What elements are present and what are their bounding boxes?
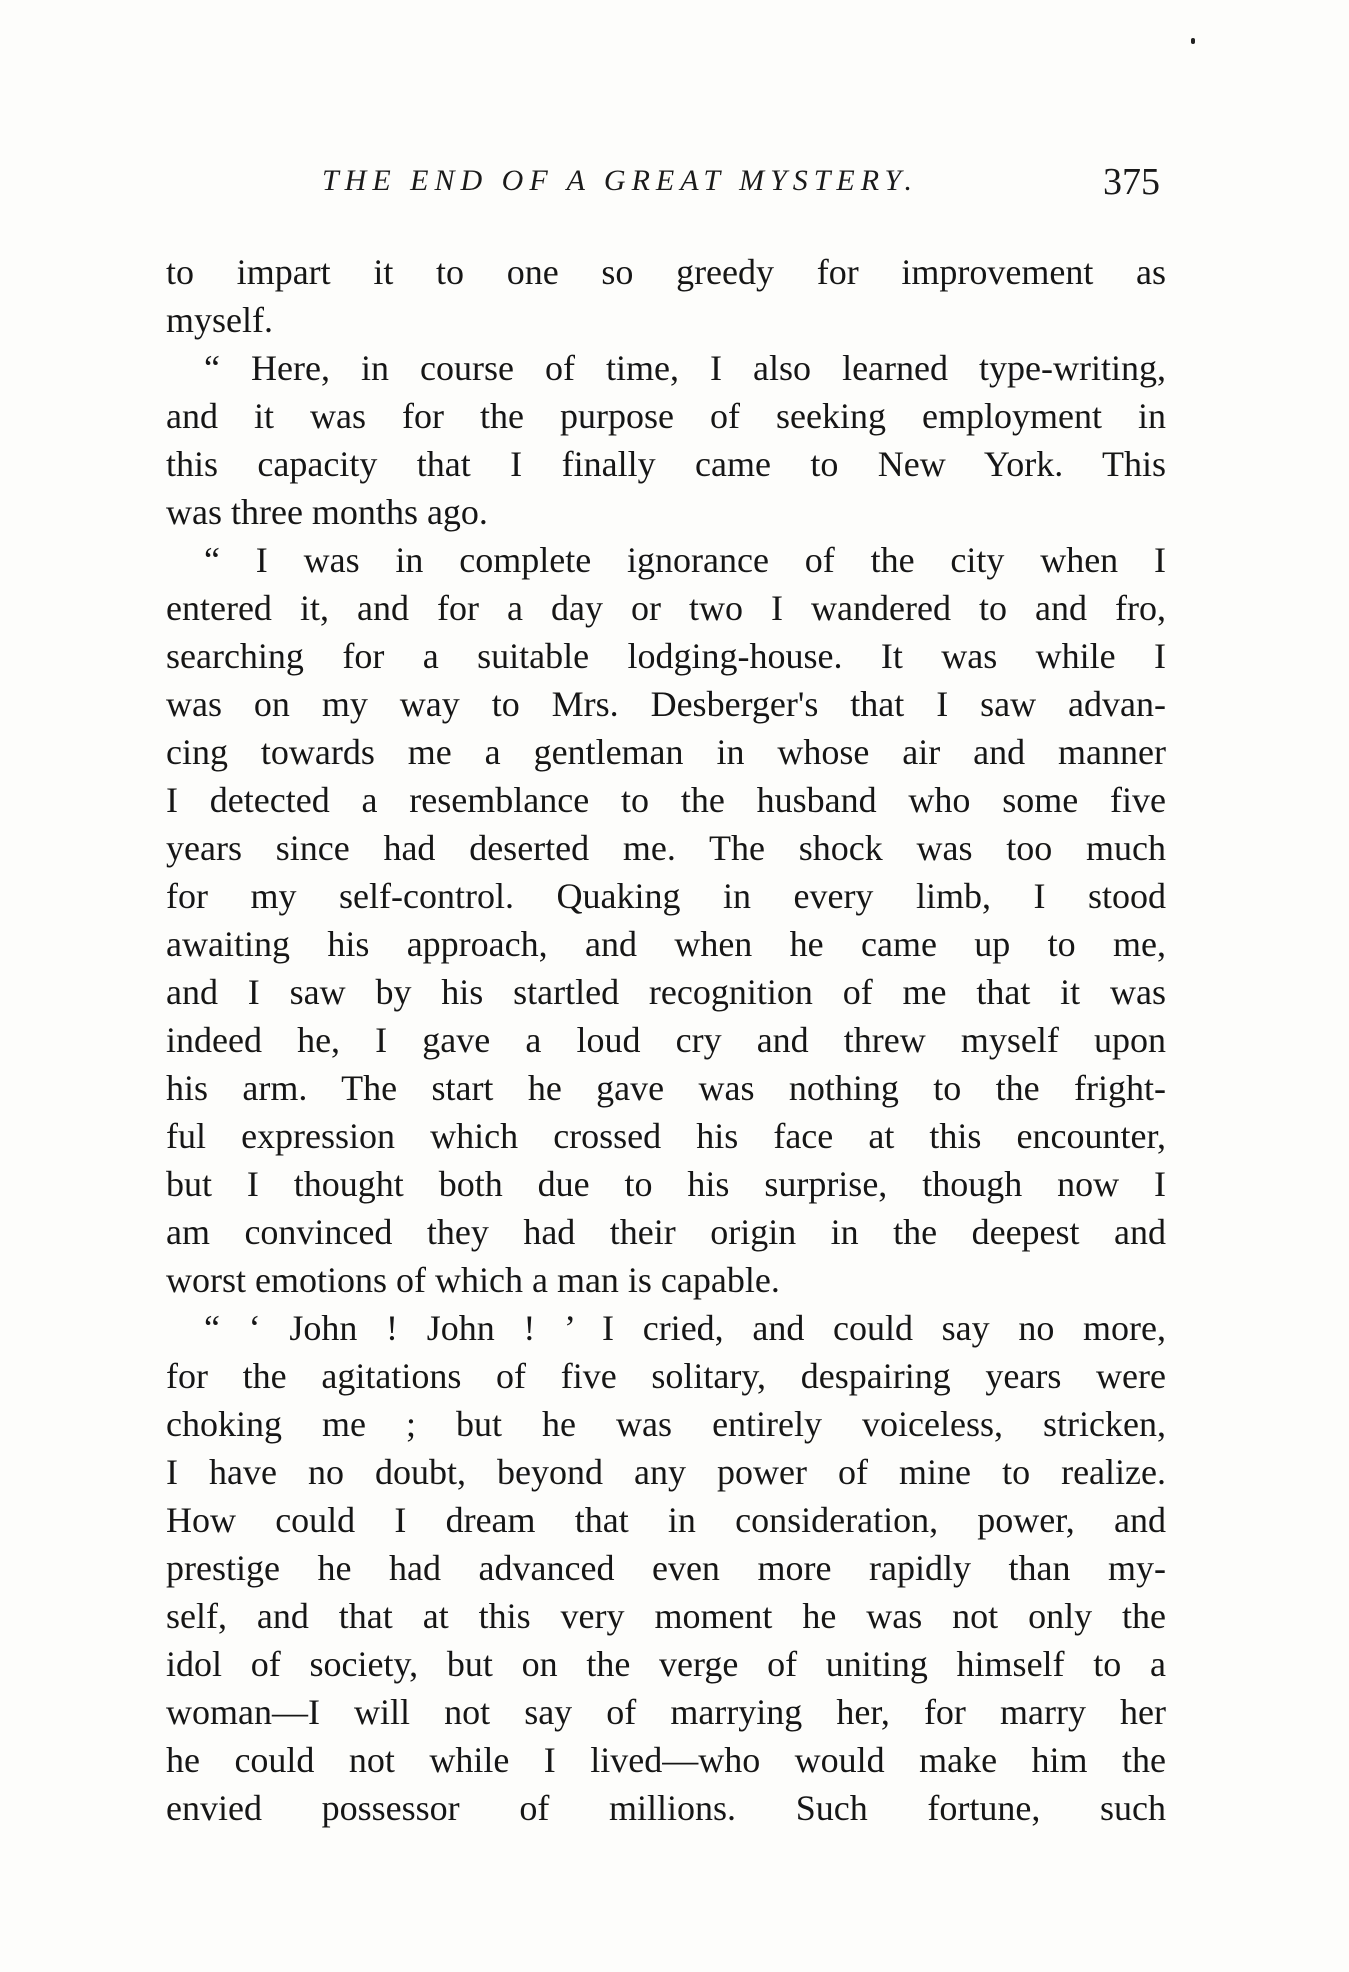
- text-line: ful expression which crossed his face at this encounter,: [166, 1116, 1166, 1156]
- text-line: for the agitations of five solitary, despairing years were: [166, 1356, 1166, 1396]
- page-header: [166, 156, 1166, 216]
- text-line: self, and that at this very moment he was not only the: [166, 1596, 1166, 1636]
- text-line: idol of society, but on the verge of uniting himself to a: [166, 1644, 1166, 1684]
- page-number: 375: [1103, 161, 1160, 203]
- text-line: was three months ago.: [166, 492, 488, 532]
- text-line: prestige he had advanced even more rapidly than my-: [166, 1548, 1166, 1588]
- text-line: years since had deserted me. The shock was too much: [166, 828, 1166, 868]
- text-line: this capacity that I finally came to New York. This: [166, 444, 1166, 484]
- text-line: and it was for the purpose of seeking employment in: [166, 396, 1166, 436]
- text-line: and I saw by his startled recognition of me that it was: [166, 972, 1166, 1012]
- text-line: awaiting his approach, and when he came up to me,: [166, 924, 1166, 964]
- body-text: [166, 248, 1166, 1832]
- text-line: searching for a suitable lodging-house. It was while I: [166, 636, 1166, 676]
- text-line: “ ‘ John ! John ! ’ I cried, and could say no more,: [204, 1308, 1166, 1348]
- text-line: “ I was in complete ignorance of the city when I: [204, 540, 1166, 580]
- text-line: choking me ; but he was entirely voiceless, stricken,: [166, 1404, 1166, 1444]
- text-line: worst emotions of which a man is capable.: [166, 1260, 780, 1300]
- text-line: but I thought both due to his surprise, though now I: [166, 1164, 1166, 1204]
- text-line: envied possessor of millions. Such fortune, such: [166, 1788, 1166, 1828]
- text-line: entered it, and for a day or two I wandered to and fro,: [166, 588, 1166, 628]
- text-line: myself.: [166, 300, 273, 340]
- text-line: am convinced they had their origin in the deepest and: [166, 1212, 1166, 1252]
- text-line: his arm. The start he gave was nothing to the fright-: [166, 1068, 1166, 1108]
- text-line: for my self-control. Quaking in every limb, I stood: [166, 876, 1166, 916]
- text-line: cing towards me a gentleman in whose air and manner: [166, 732, 1166, 772]
- text-line: I detected a resemblance to the husband who some five: [166, 780, 1166, 820]
- text-line: woman—I will not say of marrying her, for marry her: [166, 1692, 1166, 1732]
- text-line: “ Here, in course of time, I also learned type-writing,: [204, 348, 1166, 388]
- ink-speck: [1191, 38, 1195, 44]
- text-line: How could I dream that in consideration, power, and: [166, 1500, 1166, 1540]
- text-line: I have no doubt, beyond any power of mine to realize.: [166, 1452, 1166, 1492]
- running-head: THE END OF A GREAT MYSTERY.: [322, 164, 918, 197]
- text-line: indeed he, I gave a loud cry and threw myself upon: [166, 1020, 1166, 1060]
- text-line: he could not while I lived—who would make him the: [166, 1740, 1166, 1780]
- text-line: to impart it to one so greedy for improvement as: [166, 252, 1166, 292]
- text-line: was on my way to Mrs. Desberger's that I saw advan-: [166, 684, 1166, 724]
